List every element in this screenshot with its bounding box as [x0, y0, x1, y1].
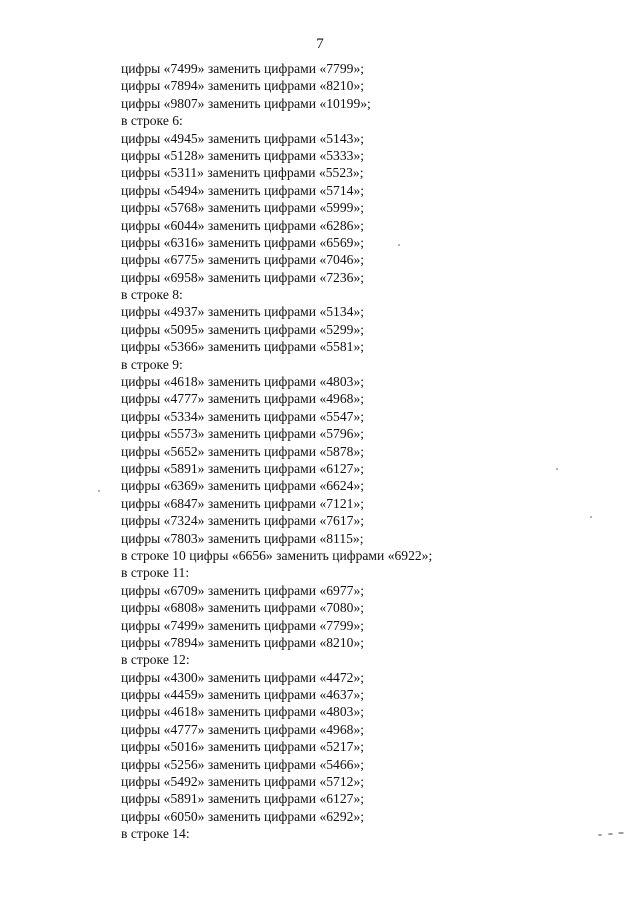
- text-line: цифры «6808» заменить цифрами «7080»;: [121, 600, 365, 616]
- text-line: цифры «5256» заменить цифрами «5466»;: [121, 756, 365, 772]
- scan-speck: [618, 832, 624, 834]
- scan-speck: [556, 468, 558, 470]
- section-heading: в строке 6:: [121, 113, 183, 129]
- section-heading: в строке 8:: [121, 287, 183, 303]
- text-line: цифры «7894» заменить цифрами «8210»;: [121, 634, 365, 650]
- text-line: цифры «7499» заменить цифрами «7799»;: [121, 617, 365, 633]
- text-line: цифры «5366» заменить цифрами «5581»;: [121, 339, 365, 355]
- text-line: цифры «7803» заменить цифрами «8115»;: [121, 530, 364, 546]
- text-line: цифры «5334» заменить цифрами «5547»;: [121, 408, 365, 424]
- text-line: цифры «6709» заменить цифрами «6977»;: [121, 582, 365, 598]
- text-line: цифры «5652» заменить цифрами «5878»;: [121, 443, 365, 459]
- text-line: цифры «5573» заменить цифрами «5796»;: [121, 426, 365, 442]
- text-line: цифры «6050» заменить цифрами «6292»;: [121, 808, 365, 824]
- text-line: цифры «5492» заменить цифрами «5712»;: [121, 774, 365, 790]
- text-line: цифры «4945» заменить цифрами «5143»;: [121, 130, 365, 146]
- text-line: цифры «4618» заменить цифрами «4803»;: [121, 374, 365, 390]
- text-line: цифры «5494» заменить цифрами «5714»;: [121, 182, 365, 198]
- section-heading: в строке 9:: [121, 356, 183, 372]
- text-line: цифры «4777» заменить цифрами «4968»;: [121, 721, 365, 737]
- section-heading: в строке 12:: [121, 652, 190, 668]
- scan-speck: [608, 833, 613, 835]
- text-line: цифры «9807» заменить цифрами «10199»;: [121, 95, 371, 111]
- section-heading: в строке 11:: [121, 565, 190, 581]
- text-line: цифры «7324» заменить цифрами «7617»;: [121, 513, 365, 529]
- amendment-text-block: [121, 60, 591, 843]
- text-line: цифры «5311» заменить цифрами «5523»;: [121, 165, 364, 181]
- text-line: цифры «6958» заменить цифрами «7236»;: [121, 269, 365, 285]
- text-line: цифры «6044» заменить цифрами «6286»;: [121, 217, 365, 233]
- text-line: цифры «6847» заменить цифрами «7121»;: [121, 495, 365, 511]
- text-line: цифры «4937» заменить цифрами «5134»;: [121, 304, 365, 320]
- text-line: цифры «5095» заменить цифрами «5299»;: [121, 321, 365, 337]
- text-line: цифры «6316» заменить цифрами «6569»;: [121, 234, 365, 250]
- text-line: цифры «7894» заменить цифрами «8210»;: [121, 78, 365, 94]
- text-line: цифры «4300» заменить цифрами «4472»;: [121, 669, 365, 685]
- text-line: цифры «5768» заменить цифрами «5999»;: [121, 200, 365, 216]
- text-line: цифры «5016» заменить цифрами «5217»;: [121, 739, 365, 755]
- text-line: цифры «5128» заменить цифрами «5333»;: [121, 147, 365, 163]
- scan-speck: [598, 834, 602, 836]
- scan-speck: [398, 244, 400, 246]
- scan-speck: [98, 490, 100, 492]
- text-line: цифры «4618» заменить цифрами «4803»;: [121, 704, 365, 720]
- text-line: цифры «4777» заменить цифрами «4968»;: [121, 391, 365, 407]
- text-line: цифры «6369» заменить цифрами «6624»;: [121, 478, 365, 494]
- text-line: цифры «7499» заменить цифрами «7799»;: [121, 61, 365, 76]
- text-line: цифры «6775» заменить цифрами «7046»;: [121, 252, 365, 268]
- text-line: в строке 10 цифры «6656» заменить цифрами «6922»;: [121, 547, 433, 563]
- scan-speck: [590, 516, 592, 518]
- text-line: цифры «5891» заменить цифрами «6127»;: [121, 791, 365, 807]
- page-number: 7: [316, 36, 324, 52]
- text-line: цифры «5891» заменить цифрами «6127»;: [121, 460, 365, 476]
- section-heading: в строке 14:: [121, 826, 190, 842]
- text-line: цифры «4459» заменить цифрами «4637»;: [121, 687, 365, 703]
